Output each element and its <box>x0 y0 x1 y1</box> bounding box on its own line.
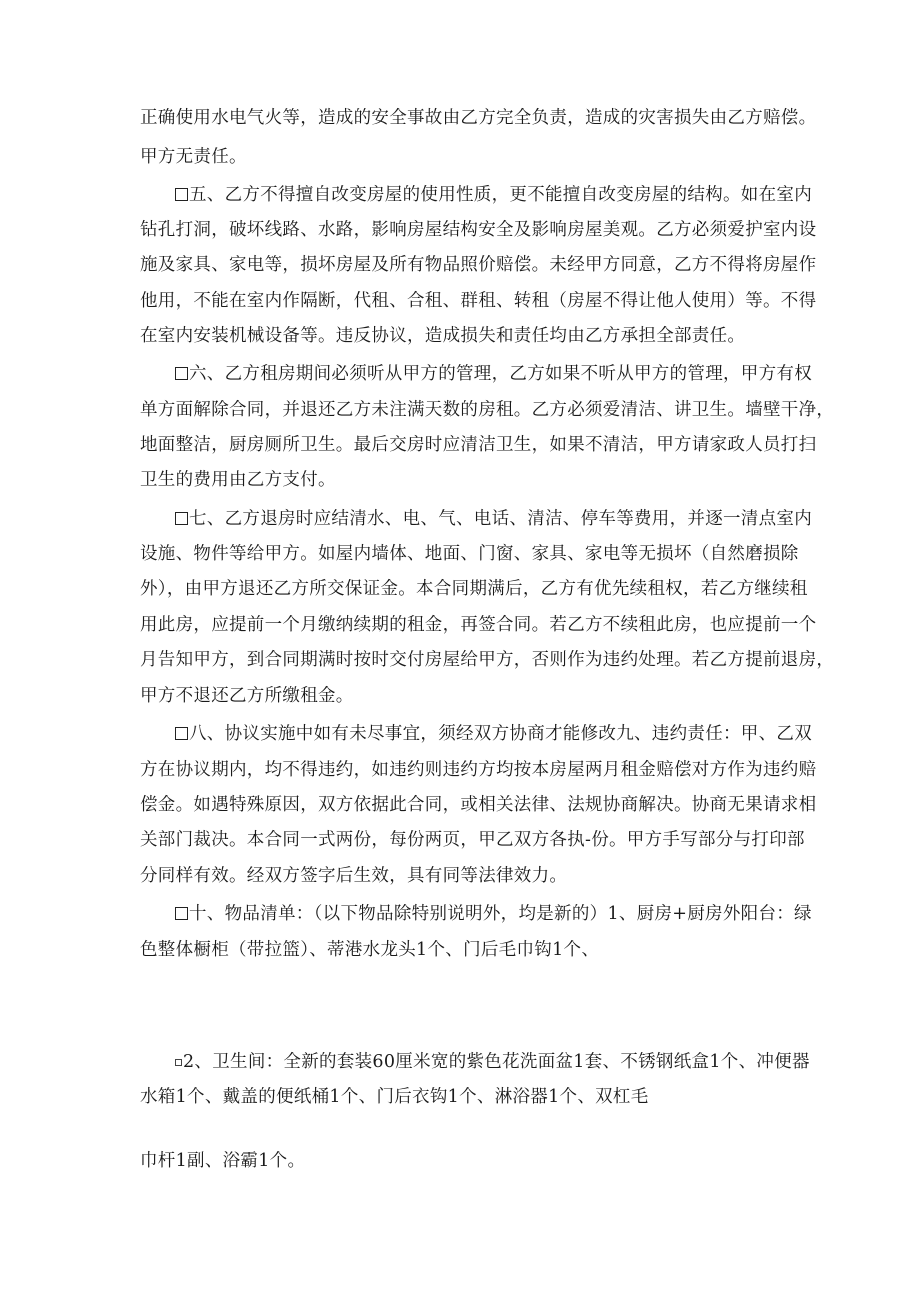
text-line: 在室内安装机械设备等。违反协议，造成损失和责任均由乙方承担全部责任。 <box>140 326 746 346</box>
clause-6-first-line: 六、乙方租房期间必须听从甲方的管理，乙方如果不听从甲方的管理，甲方有权 <box>175 362 812 386</box>
text-line: 月告知甲方，到合同期满时按时交付房屋给甲方，否则作为违约处理。若乙方提前退房， <box>140 650 835 670</box>
text-line: 分同样有效。经双方签字后生效，具有同等法律效力。 <box>140 866 568 886</box>
text-line: 关部门裁决。本合同一式两份，每份两页，甲乙双方各执-份。甲方手写部分与打印部 <box>140 830 805 850</box>
text-line: 钻孔打洞，破坏线路、水路，影响房屋结构安全及影响房屋美观。乙方必须爱护室内设 <box>140 220 817 240</box>
checkbox-icon <box>175 512 188 525</box>
text-line: 甲方无责任。 <box>140 147 247 167</box>
text-line: 单方面解除合同，并退还乙方未注满天数的房租。乙方必须爱清洁、讲卫生。墙壁干净， <box>140 400 835 420</box>
bathroom-first-line: 2、卫生间：全新的套装60厘米宽的紫色花洗面盆1套、不锈钢纸盒1个、冲便器 <box>175 1050 810 1074</box>
text-line: 甲方不退还乙方所缴租金。 <box>140 686 354 706</box>
checkbox-icon <box>175 367 188 380</box>
text-line: 水箱1个、戴盖的便纸桶1个、门后衣钩1个、淋浴器1个、双杠毛 <box>140 1087 649 1107</box>
clause-8-first-line: 八、协议实施中如有未尽事宜，须经双方协商才能修改九、违约责任：甲、乙双 <box>175 722 812 746</box>
text-line: 巾杆1副、浴霸1个。 <box>140 1151 306 1171</box>
checkbox-icon <box>175 907 188 920</box>
text-line: 用此房，应提前一个月缴纳续期的租金，再签合同。若乙方不续租此房，也应提前一个 <box>140 615 817 635</box>
text-line: 外），由甲方退还乙方所交保证金。本合同期满后，乙方有优先续租权，若乙方继续租 <box>140 579 808 599</box>
text-line: 方在协议期内，均不得违约，如违约则违约方均按本房屋两月租金赔偿对方作为违约赔 <box>140 760 817 780</box>
checkbox-icon <box>175 188 188 201</box>
clause-10-first-line: 十、物品清单：（以下物品除特别说明外，均是新的）1、厨房+厨房外阳台：绿 <box>175 902 812 926</box>
text-line: 地面整洁，厨房厕所卫生。最后交房时应清洁卫生，如果不清洁，甲方请家政人员打扫 <box>140 435 817 455</box>
text-line: 卫生的费用由乙方支付。 <box>140 470 336 490</box>
text-line: 偿金。如遇特殊原因，双方依据此合同，或相关法律、法规协商解决。协商无果请求相 <box>140 795 817 815</box>
text-line: 施及家具、家电等，损坏房屋及所有物品照价赔偿。未经甲方同意，乙方不得将房屋作 <box>140 255 817 275</box>
checkbox-icon <box>175 727 188 740</box>
clause-7-first-line: 七、乙方退房时应结清水、电、气、电话、清洁、停车等费用，并逐一清点室内 <box>175 507 812 531</box>
text-line: 正确使用水电气火等，造成的安全事故由乙方完全负责，造成的灾害损失由乙方赔偿。 <box>140 108 817 128</box>
text-line: 色整体橱柜（带拉篮）、蒂港水龙头1个、门后毛巾钩1个、 <box>140 940 600 960</box>
checkbox-icon <box>175 1059 182 1066</box>
text-line: 他用，不能在室内作隔断，代租、合租、群租、转租（房屋不得让他人使用）等。不得 <box>140 291 817 311</box>
text-line: 设施、物件等给甲方。如屋内墙体、地面、门窗、家具、家电等无损坏（自然磨损除 <box>140 544 799 564</box>
clause-5-first-line: 五、乙方不得擅自改变房屋的使用性质，更不能擅自改变房屋的结构。如在室内 <box>175 183 812 207</box>
